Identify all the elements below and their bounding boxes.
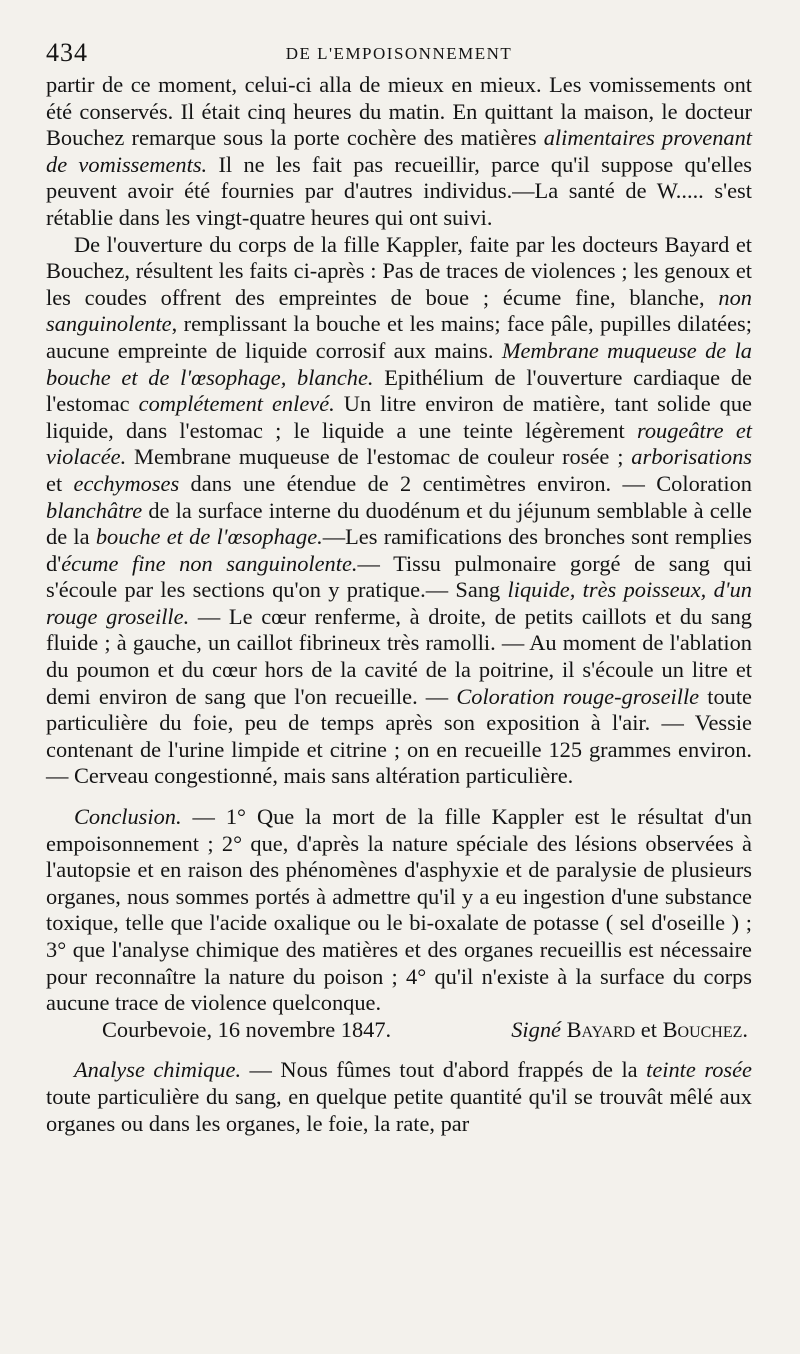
text-run: Membrane muqueuse de l'estomac de couleur rosée ; (126, 444, 632, 470)
italic-run: Membrane muqueuse de la bouche et de l'œsophage, blanche. (46, 337, 753, 390)
text-run: et (640, 1016, 657, 1042)
text-run: — Nous fûmes tout d'abord frappés de la (241, 1057, 647, 1083)
text-run: toute particulière du foie, peu de temps après son exposition à l'air. — Vessie contenant de l'urine limpide et citrine ; on en recueille 125 grammes environ. — Cerveau congestionné, mais sans altération particulière. (46, 683, 752, 789)
italic-run: liquide, très poisseux, d'un rouge groseille. (46, 577, 752, 629)
running-title: DE L'EMPOISONNEMENT (285, 44, 513, 63)
text-run: De l'ouverture du corps de la fille Kappler, faite par les docteurs Bayard et Bouchez, résultent les faits ci-après : Pas de traces de violences ; les genoux et les coudes offrent des empreintes de boue ; écume fine, blanche, (46, 231, 752, 310)
text-run: dans une étendue de 2 centimètres environ. — Coloration (179, 470, 752, 496)
text-run: Epithélium de l'ouverture cardiaque de l'estomac (46, 364, 752, 417)
signatory-name: Bayard (566, 1016, 636, 1042)
italic-run: alimentaires provenant de vomissements. (46, 125, 752, 177)
text-run: de la surface interne du duodénum et du jéjunum semblable à celle de la (46, 497, 752, 550)
paragraph-vomiting-account (46, 72, 752, 232)
italic-run: Coloration rouge-groseille (456, 683, 700, 709)
page-header (46, 38, 752, 72)
italic-run: complétement enlevé. (138, 391, 335, 417)
page-number: 434 (46, 38, 88, 67)
conclusion-heading: Conclusion. (74, 804, 182, 830)
text-run: —Les ramifications des bronches sont remplies d' (46, 524, 752, 576)
section-heading: Analyse chimique. (74, 1057, 242, 1083)
text-run: et (46, 470, 74, 496)
signatory-name: Bouchez. (662, 1016, 748, 1042)
italic-run: arborisations (631, 444, 752, 470)
signatories (511, 1017, 748, 1044)
place-date: Courbevoie, 16 novembre 1847. (102, 1016, 392, 1042)
text-run: — Le cœur renferme, à droite, de petits caillots et du sang fluide ; à gauche, un caillot fibrineux très ramolli. — Au moment de l'ablation du poumon et du cœur hors de la cavité de la poitrine, il s'écoule un litre et demi environ de sang que l'on recueille. — (46, 603, 752, 709)
text-run: — 1° Que la mort de la fille Kappler est le résultat d'un empoisonnement ; 2° que, d'après la nature spéciale des lésions observées à l'autopsie et en raison des phénomènes d'asphyxie et de paralysie de plusieurs organes, nous sommes portés à admettre qu'il y a eu ingestion d'une substance toxique, telle que l'acide oxalique ou le bi-oxalate de potasse ( sel d'oseille ) ; 3° que l'analyse chimique des matières et des organes recueillis est nécessaire pour reconnaître la nature du poison ; 4° qu'il n'existe à la surface du corps aucune trace de violence quelconque. (46, 804, 752, 1016)
text-run: toute particulière du sang, en quelque petite quantité qu'il se trouvât mêlé aux organes ou dans les organes, le foie, la rate, par (46, 1083, 752, 1136)
text-run: partir de ce moment, celui-ci alla de mieux en mieux. Les vomissements ont été conservés. Il était cinq heures du matin. En quittant la maison, le docteur Bouchez remarque sous la porte cochère des matières (46, 72, 752, 151)
body-text (46, 72, 752, 1137)
text-run: , remplissant la bouche et les mains; face pâle, pupilles dilatées; aucune empreinte de liquide corrosif aux mains. (46, 311, 752, 363)
italic-run: teinte rosée (646, 1057, 752, 1083)
text-run: — Tissu pulmonaire gorgé de sang qui s'écoule par les sections qu'on y pratique.— Sang (46, 550, 752, 603)
paragraph-conclusion (46, 804, 752, 1017)
italic-run: rougeâtre et violacée. (46, 417, 752, 470)
paragraph-autopsy-findings (46, 232, 752, 790)
italic-run: non sanguinolente (46, 284, 752, 337)
text-run: Il ne les fait pas recueillir, parce qu'il suppose qu'elles peuvent avoir été fournies par d'autres individus.—La santé de W..... s'est rétablie dans les vingt-quatre heures qui ont suivi. (46, 151, 752, 230)
signed-label: Signé (511, 1016, 561, 1042)
text-run: Un litre environ de matière, tant solide que liquide, dans l'estomac ; le liquide a une teinte légèrement (46, 391, 752, 443)
italic-run: bouche et de l'œsophage. (95, 524, 323, 550)
italic-run: ecchymoses (73, 470, 180, 496)
italic-run: écume fine non sanguinolente. (61, 550, 358, 576)
italic-run: blanchâtre (46, 497, 143, 523)
signature-line (46, 1017, 752, 1044)
paragraph-chemical-analysis (46, 1057, 752, 1137)
